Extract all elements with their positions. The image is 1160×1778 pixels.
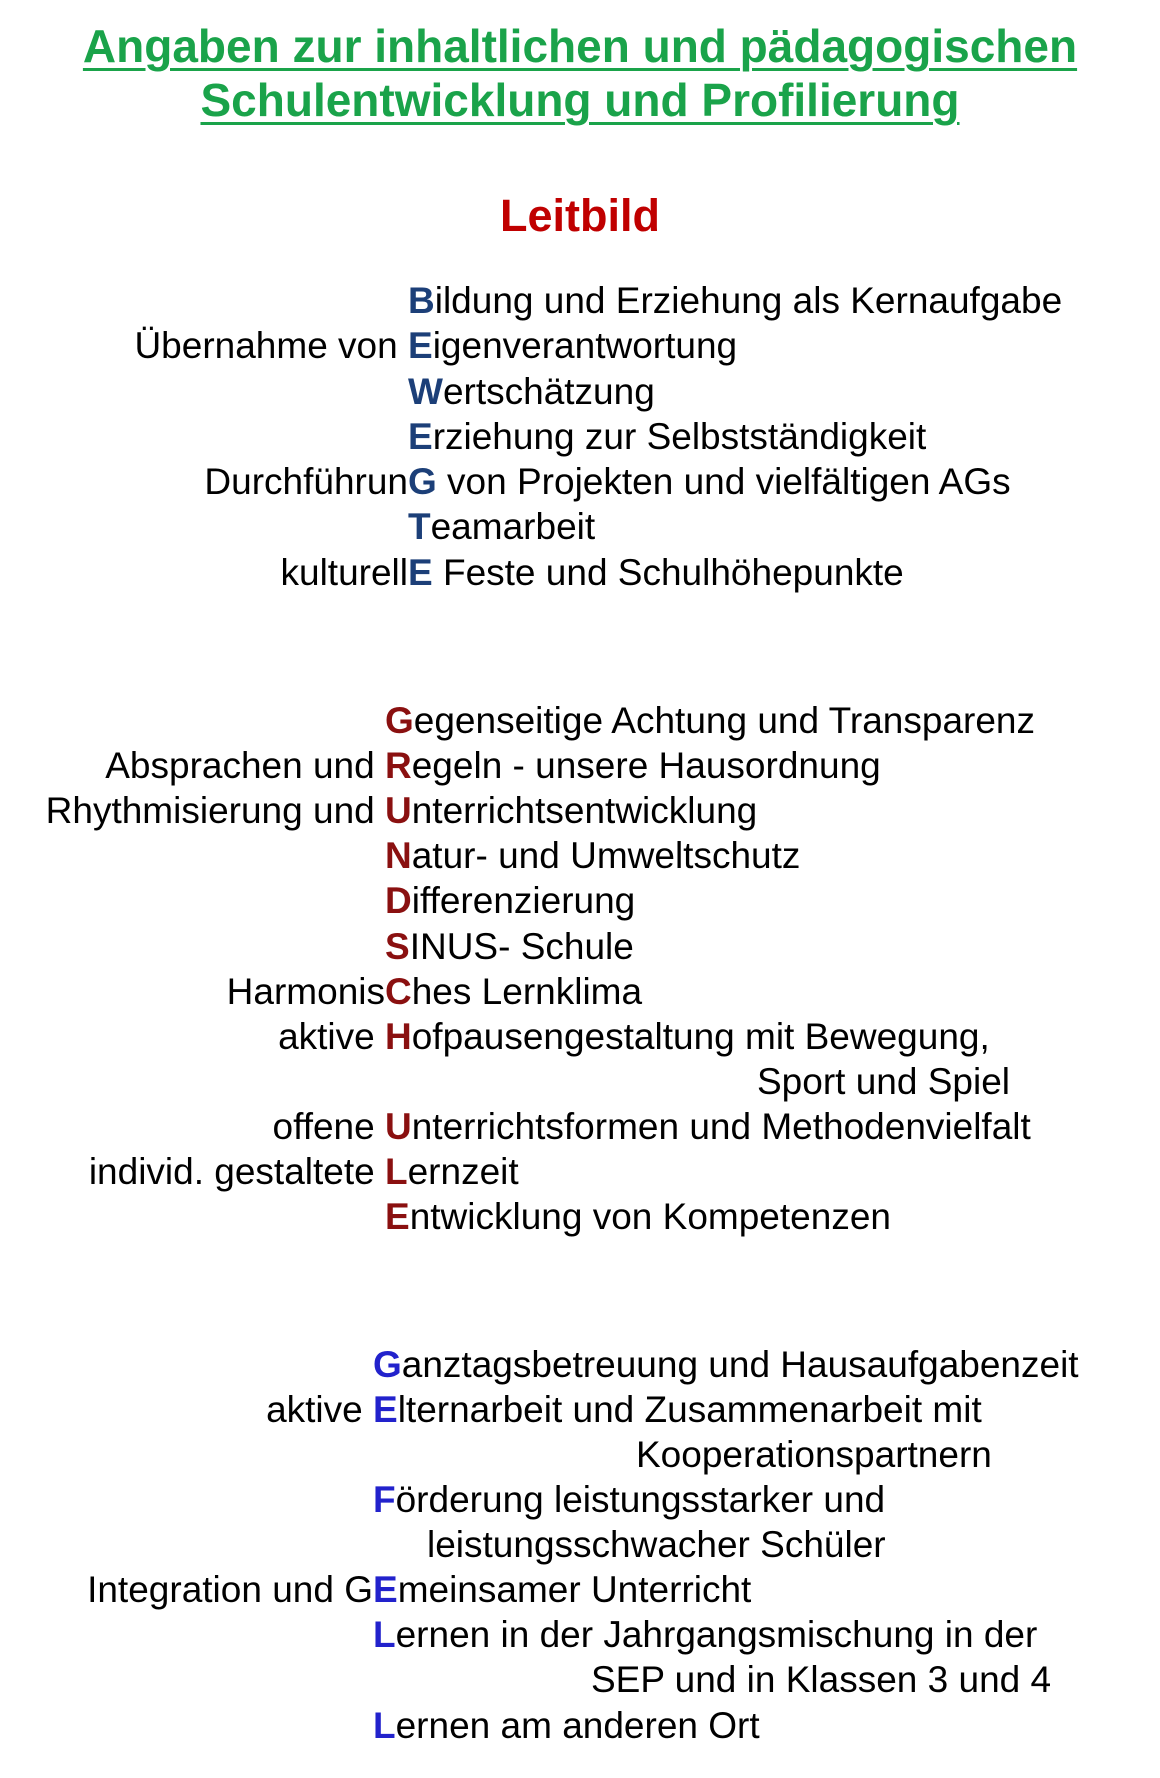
line-text: ildung und Erziehung als Kernaufgabe (434, 280, 1063, 321)
acrostic-line (591, 1657, 1051, 1702)
line-text: ertschätzung (442, 371, 655, 412)
acrostic-line (105, 743, 881, 788)
line-text: lternarbeit und Zusammenarbeit mit (397, 1389, 982, 1430)
acrostic-letter: D (385, 880, 412, 921)
acrostic-letter: L (373, 1705, 396, 1746)
acrostic-letter: T (408, 506, 431, 547)
acrostic-letter: R (385, 745, 412, 786)
acrostic-line (273, 1104, 1031, 1149)
line-text: rziehung zur Selbstständigkeit (432, 416, 927, 457)
acrostic-line (281, 550, 904, 595)
line-prefix: Durchführun (204, 461, 408, 502)
line-text: meinsamer Unterricht (397, 1569, 752, 1610)
acrostic-line (636, 1432, 992, 1477)
line-text: von Projekten und vielfältigen AGs (436, 461, 1011, 502)
acrostic-letter: G (408, 461, 437, 502)
line-text: atur- und Umweltschutz (411, 835, 801, 876)
line-prefix: aktive (266, 1389, 373, 1430)
acrostic-letter: L (373, 1614, 396, 1655)
acrostic-line (373, 1703, 760, 1748)
acrostic-letter: G (385, 700, 414, 741)
heading-line-1: Angaben zur inhaltlichen und pädagogischen (82, 20, 1078, 72)
line-text: egenseitige Achtung und Transparenz (413, 700, 1036, 741)
acrostic-line (87, 1567, 751, 1612)
acrostic-line (134, 323, 737, 368)
line-text: ernen in der Jahrgangsmischung in der (395, 1614, 1038, 1655)
line-text: egeln - unsere Hausordnung (411, 745, 881, 786)
line-prefix: kulturell (280, 552, 408, 593)
acrostic-line (266, 1387, 982, 1432)
line-text: eamarbeit (430, 506, 596, 547)
line-text: ntwicklung von Kompetenzen (409, 1196, 891, 1237)
acrostic-letter: E (373, 1569, 398, 1610)
line-text: Kooperationspartnern (636, 1434, 992, 1475)
acrostic-line (757, 1059, 1010, 1104)
acrostic-letter: U (385, 1106, 412, 1147)
acrostic-letter: W (408, 371, 443, 412)
acrostic-line (385, 698, 1035, 743)
line-text: anztagsbetreuung und Hausaufgabenzeit (401, 1344, 1079, 1385)
acrostic-letter: U (385, 790, 412, 831)
line-text: ernen am anderen Ort (395, 1705, 760, 1746)
line-prefix: Übernahme von (134, 325, 408, 366)
acrostic-line (373, 1612, 1037, 1657)
acrostic-line (385, 924, 634, 969)
acrostic-line (408, 414, 926, 459)
acrostic-letter: G (373, 1344, 402, 1385)
acrostic-letter: E (373, 1389, 398, 1430)
acrostic-line (385, 1194, 891, 1239)
acrostic-line (373, 1477, 885, 1522)
line-prefix: Harmonis (226, 971, 385, 1012)
subtitle-leitbild: Leitbild (500, 190, 660, 241)
line-text: igenverantwortung (432, 325, 738, 366)
line-text: Sport und Spiel (757, 1061, 1011, 1102)
acrostic-line (227, 969, 642, 1014)
line-text: örderung leistungsstarker und (395, 1479, 886, 1520)
acrostic-line (278, 1014, 990, 1059)
acrostic-letter: F (373, 1479, 396, 1520)
acrostic-letter: N (385, 835, 412, 876)
acrostic-line (204, 459, 1010, 504)
acrostic-line (408, 504, 595, 549)
line-text: nterrichtsformen und Methodenvielfalt (411, 1106, 1031, 1147)
line-prefix: individ. gestaltete (88, 1151, 385, 1192)
heading-line-2: Schulentwicklung und Profilierung (200, 74, 960, 126)
acrostic-letter: S (385, 926, 410, 967)
acrostic-line (373, 1342, 1079, 1387)
line-text: INUS- Schule (409, 926, 634, 967)
acrostic-letter: E (408, 325, 433, 366)
line-text: hes Lernklima (411, 971, 643, 1012)
acrostic-letter: B (408, 280, 435, 321)
line-text: ofpausengestaltung mit Bewegung, (411, 1016, 990, 1057)
acrostic-line (385, 833, 800, 878)
acrostic-line (408, 369, 655, 414)
line-text: ernzeit (407, 1151, 519, 1192)
acrostic-letter: E (408, 552, 433, 593)
line-prefix: Rhythmisierung und (45, 790, 385, 831)
acrostic-letter: L (385, 1151, 408, 1192)
line-prefix: Integration und G (87, 1569, 373, 1610)
line-text: Feste und Schulhöhepunkte (432, 552, 904, 593)
acrostic-line (89, 1149, 519, 1194)
line-prefix: Absprachen und (105, 745, 385, 786)
acrostic-line (408, 278, 1062, 323)
acrostic-line (46, 788, 758, 833)
acrostic-line (385, 878, 635, 923)
line-prefix: aktive (278, 1016, 385, 1057)
acrostic-letter: E (385, 1196, 410, 1237)
acrostic-letter: C (385, 971, 412, 1012)
line-prefix: offene (272, 1106, 385, 1147)
line-text: ifferenzierung (411, 880, 636, 921)
line-text: SEP und in Klassen 3 und 4 (591, 1659, 1052, 1700)
acrostic-line (427, 1522, 886, 1567)
line-text: nterrichtsentwicklung (411, 790, 758, 831)
line-text: leistungsschwacher Schüler (427, 1524, 886, 1565)
acrostic-letter: E (408, 416, 433, 457)
acrostic-letter: H (385, 1016, 412, 1057)
